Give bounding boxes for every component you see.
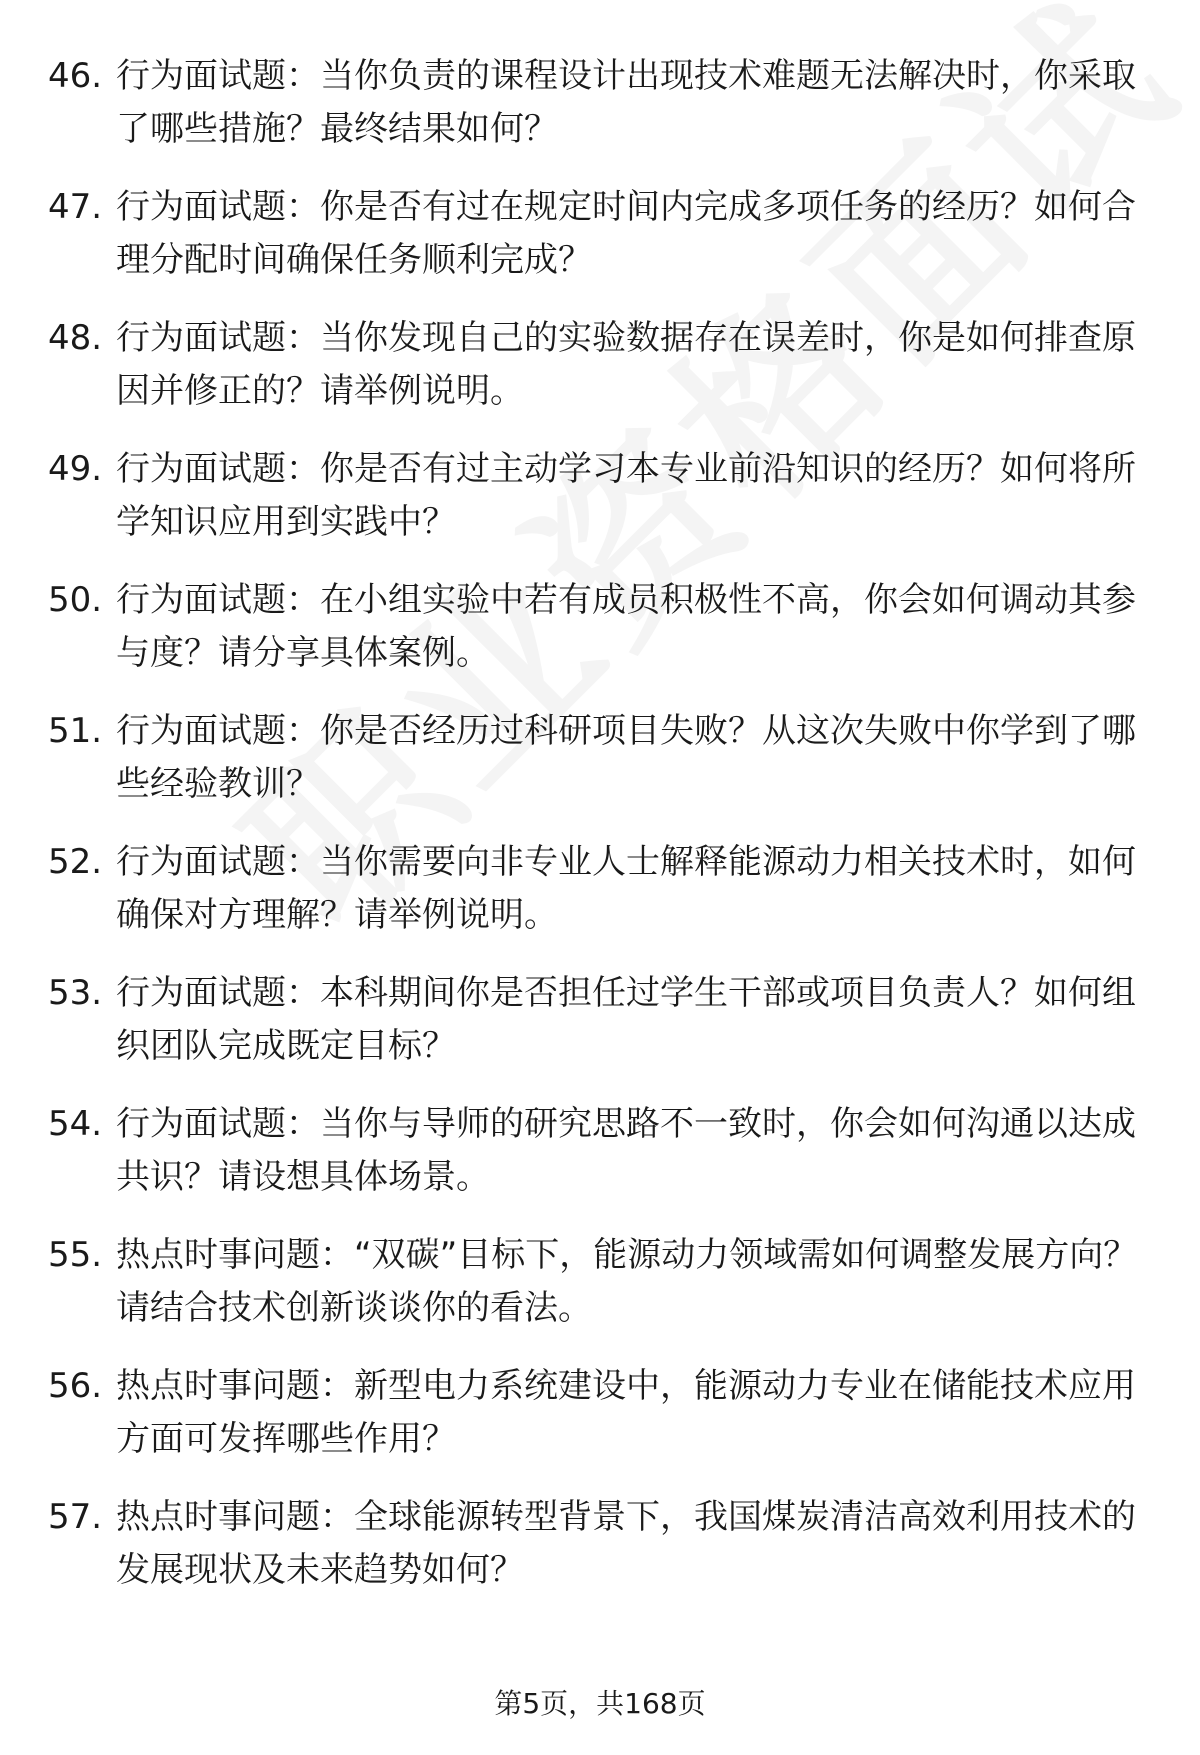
question-item-50: [48, 574, 1158, 705]
question-item-47: [48, 181, 1158, 312]
page-number-footer: 第5页，共168页: [494, 1687, 706, 1720]
question-number: 56.: [48, 1366, 103, 1406]
question-text: 行为面试题：当你需要向非专业人士解释能源动力相关技术时，如何确保对方理解？请举例说明。: [116, 842, 1136, 935]
question-text: 行为面试题：当你负责的课程设计出现技术难题无法解决时，你采取了哪些措施？最终结果如何？: [116, 56, 1136, 149]
question-item-46: [48, 50, 1158, 181]
question-number: 46.: [48, 56, 103, 96]
question-text: 行为面试题：当你与导师的研究思路不一致时，你会如何沟通以达成共识？请设想具体场景。: [116, 1104, 1136, 1197]
question-item-54: [48, 1098, 1158, 1229]
question-item-56: [48, 1360, 1158, 1491]
question-item-51: [48, 705, 1158, 836]
question-text: 热点时事问题：“双碳”目标下，能源动力领域需如何调整发展方向？请结合技术创新谈谈你的看法。: [116, 1235, 1138, 1328]
question-item-52: [48, 836, 1158, 967]
question-number: 52.: [48, 842, 103, 882]
question-text: 热点时事问题：新型电力系统建设中，能源动力专业在储能技术应用方面可发挥哪些作用？: [116, 1366, 1136, 1459]
question-number: 57.: [48, 1497, 103, 1537]
question-number: 50.: [48, 580, 103, 620]
question-number: 49.: [48, 449, 103, 489]
question-list: [48, 50, 1158, 1622]
question-item-53: [48, 967, 1158, 1098]
question-text: 行为面试题：本科期间你是否担任过学生干部或项目负责人？如何组织团队完成既定目标？: [116, 973, 1136, 1066]
question-number: 48.: [48, 318, 103, 358]
question-number: 53.: [48, 973, 103, 1013]
question-number: 47.: [48, 187, 103, 227]
question-number: 51.: [48, 711, 103, 751]
question-text: 热点时事问题：全球能源转型背景下，我国煤炭清洁高效利用技术的发展现状及未来趋势如何？: [116, 1497, 1136, 1590]
question-text: 行为面试题：在小组实验中若有成员积极性不高，你会如何调动其参与度？请分享具体案例。: [116, 580, 1136, 673]
question-number: 55.: [48, 1235, 103, 1275]
question-text: 行为面试题：你是否经历过科研项目失败？从这次失败中你学到了哪些经验教训？: [116, 711, 1136, 804]
question-text: 行为面试题：当你发现自己的实验数据存在误差时，你是如何排查原因并修正的？请举例说明。: [116, 318, 1136, 411]
question-text: 行为面试题：你是否有过主动学习本专业前沿知识的经历？如何将所学知识应用到实践中？: [116, 449, 1136, 542]
question-item-49: [48, 443, 1158, 574]
question-item-48: [48, 312, 1158, 443]
question-item-57: [48, 1491, 1158, 1622]
question-text: 行为面试题：你是否有过在规定时间内完成多项任务的经历？如何合理分配时间确保任务顺利完成？: [116, 187, 1136, 280]
question-item-55: [48, 1229, 1158, 1360]
question-number: 54.: [48, 1104, 103, 1144]
